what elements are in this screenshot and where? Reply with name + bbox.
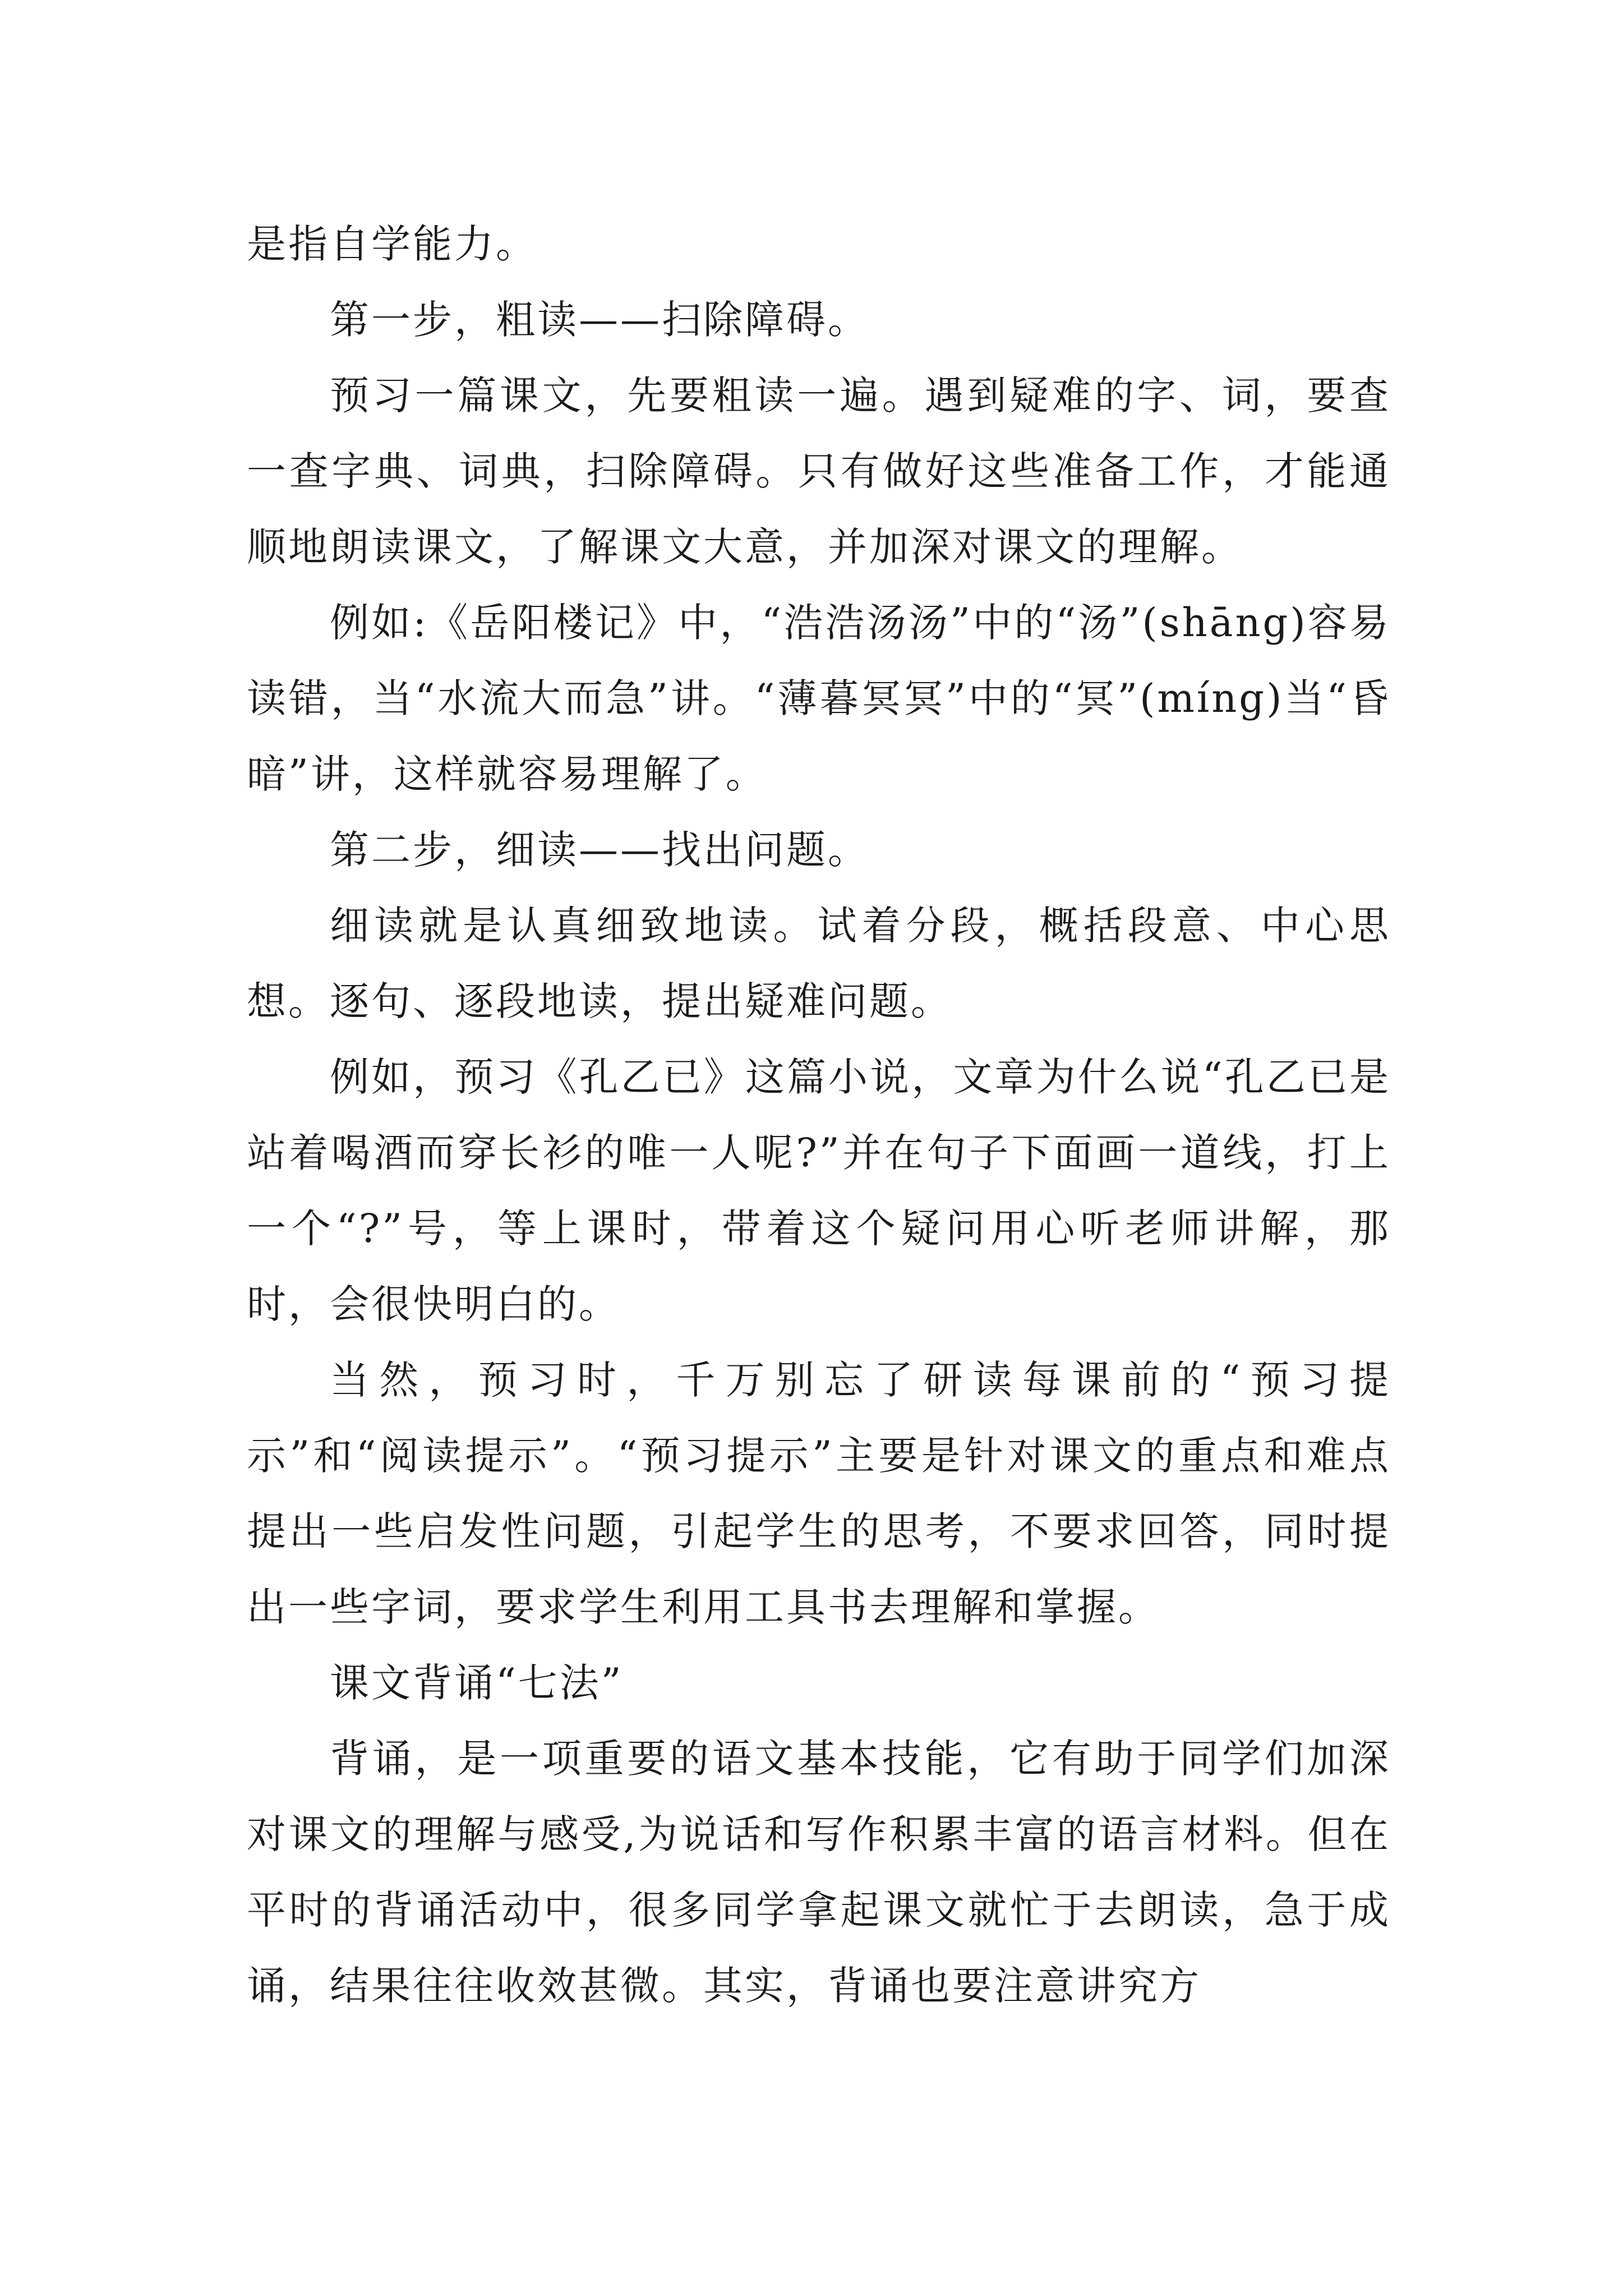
paragraph-6: 细读就是认真细致地读。试着分段，概括段意、中心思想。逐句、逐段地读，提出疑难问题。	[247, 903, 1391, 1024]
paragraph-7-example: 例如，预习《孔乙已》这篇小说，文章为什么说“孔乙已是站着喝酒而穿长衫的唯一人呢?”并在句子下面画一道线，打上一个“?”号，等上课时，带着这个疑问用心听老师讲解，那时，会很快明白的。	[247, 1054, 1391, 1327]
document-body	[247, 206, 1391, 2024]
paragraph-4-example: 例如:《岳阳楼记》中，“浩浩汤汤”中的“汤”(shāng)容易读错，当“水流大而急”讲。“薄暮冥冥”中的“冥”(míng)当“昏暗”讲，这样就容易理解了。	[247, 600, 1391, 797]
paragraph-10: 背诵，是一项重要的语文基本技能，它有助于同学们加深对课文的理解与感受,为说话和写作积累丰富的语言材料。但在平时的背诵活动中，很多同学拿起课文就忙于去朗读，急于成诵，结果往往收效甚微。其实，背诵也要注意讲究方	[247, 1736, 1391, 2009]
paragraph-8: 当然，预习时，千万别忘了研读每课前的“预习提示”和“阅读提示”。“预习提示”主要是针对课文的重点和难点提出一些启发性问题，引起学生的思考，不要求回答，同时提出一些字词，要求学生利用工具书去理解和掌握。	[247, 1357, 1391, 1630]
paragraph-1: 是指自学能力。	[247, 221, 537, 267]
paragraph-5-step-two-heading: 第二步，细读——找出问题。	[330, 827, 869, 873]
paragraph-2-step-one-heading: 第一步，粗读——扫除障碍。	[330, 297, 869, 343]
paragraph-9-section-heading: 课文背诵“七法”	[330, 1660, 624, 1706]
paragraph-3: 预习一篇课文，先要粗读一遍。遇到疑难的字、词，要查一查字典、词典，扫除障碍。只有做好这些准备工作，才能通顺地朗读课文，了解课文大意，并加深对课文的理解。	[247, 372, 1391, 570]
